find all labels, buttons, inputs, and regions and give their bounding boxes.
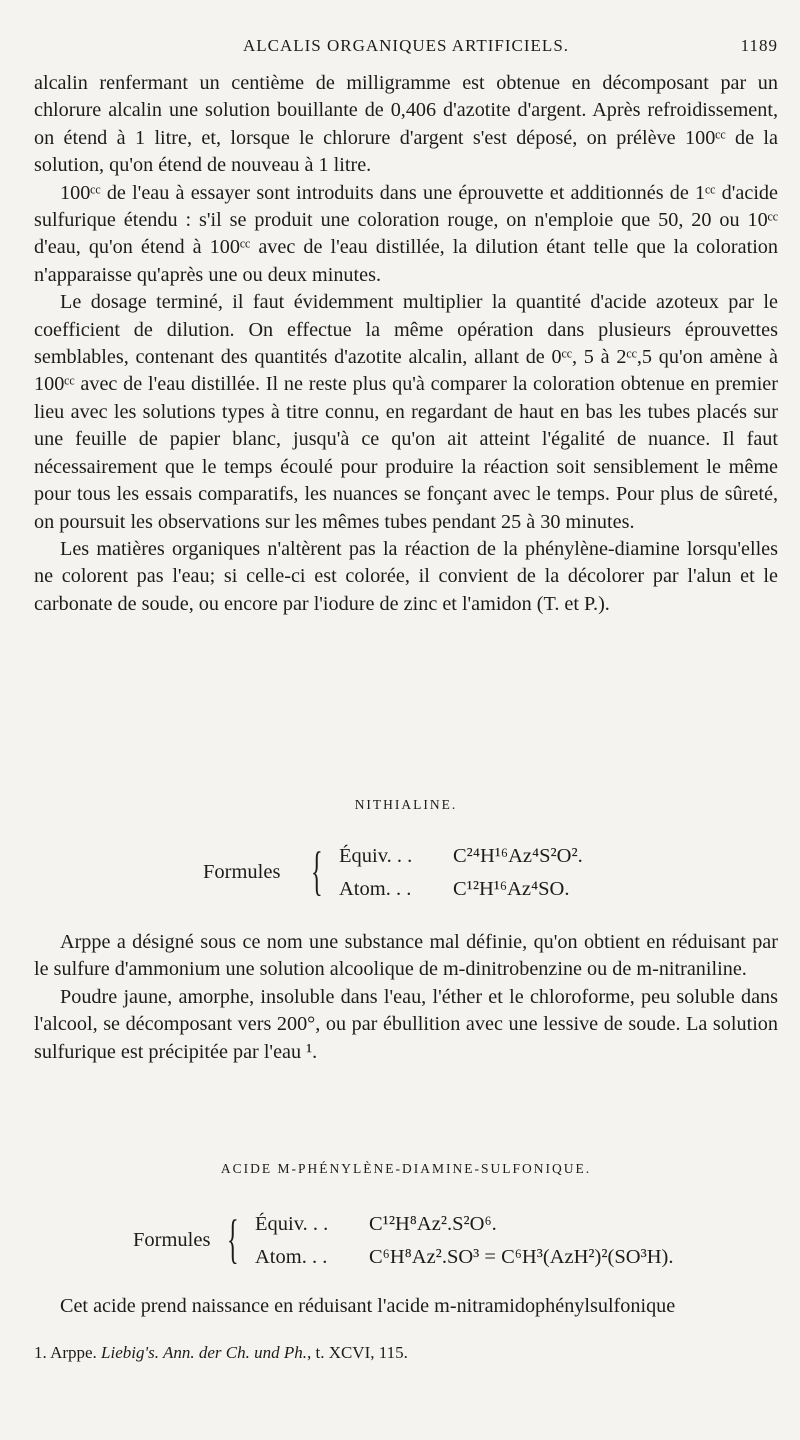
nithialine-text-block [34, 929, 778, 1066]
formula-value-equiv: C¹²H⁸Az².S²O⁶. [369, 1213, 497, 1235]
section-title-nithialine: NITHIALINE. [354, 797, 458, 812]
running-title: ALCALIS ORGANIQUES ARTIFICIELS. [242, 36, 570, 55]
top-text-block [34, 70, 778, 618]
formula-block-acide [133, 1206, 693, 1276]
footnote-ref: , t. XCVI, 115. [306, 1343, 408, 1362]
paragraph: 100ᶜᶜ de l'eau à essayer sont introduits dans une éprouvette et additionnés de 1ᶜᶜ d'acide sulfurique étendu : s'il se produit une coloration rouge, on n'emploie que 50, 20 ou 10ᶜᶜ d'eau, qu'on étend à 100ᶜᶜ avec de l'eau distillée, la dilution étant telle que la coloration n'apparaisse qu'après une ou deux minutes. [34, 181, 778, 286]
footnote-marker: 1. [34, 1343, 47, 1362]
paragraph: Arppe a désigné sous ce nom une substance mal définie, qu'on obtient en réduisant par le sulfure d'ammonium une solution alcoolique de m-dinitrobenzine ou de m-nitraniline. [34, 931, 778, 981]
footnote-author: Arppe. [50, 1343, 97, 1362]
footnote [34, 1342, 778, 1364]
formula-value-atom: C⁶H⁸Az².SO³ = C⁶H³(AzH²)²(SO³H). [369, 1246, 674, 1268]
footnote-source: Liebig's. Ann. der Ch. und Ph. [101, 1343, 307, 1362]
formula-row-atom: Atom. . . [339, 878, 412, 900]
acide-text-block [34, 1293, 778, 1320]
formula-row-atom: Atom. . . [255, 1246, 328, 1268]
section-title-acide: ACIDE M-PHÉNYLÈNE-DIAMINE-SULFONIQUE. [220, 1161, 592, 1176]
formula-row-equiv: Équiv. . . [255, 1213, 329, 1235]
paragraph: Le dosage terminé, il faut évidemment multiplier la quantité d'acide azoteux par le coefficient de dilution. On effectue la même opération dans plusieurs éprouvettes semblables, contenant des quantités d'azotite alcalin, allant de 0ᶜᶜ, 5 à 2ᶜᶜ,5 qu'on amène à 100ᶜᶜ avec de l'eau distillée. Il ne reste plus qu'à comparer la coloration obtenue en premier lieu avec les solutions types à titre connu, en regardant de haut en bas les tubes placés sur une feuille de papier blanc, jusqu'à ce qu'on ait atteint l'égalité de nuance. Il faut nécessairement que le temps écoulé pour produire la réaction soit sensiblement le même pour tous les essais comparatifs, les nuances se fonçant avec le temps. Pour plus de sûreté, on poursuit les observations sur les mêmes tubes pendant 25 à 30 minutes. [34, 291, 778, 533]
paragraph: alcalin renfermant un centième de milligramme est obtenue en décomposant par un chlorure alcalin une solution bouillante de 0,406 d'azotite d'argent. Après refroidissement, on étend à 1 litre, et, lorsque le chlorure d'argent s'est déposé, on prélève 100ᶜᶜ de la solution, qu'on étend de nouveau à 1 litre. [34, 72, 778, 177]
formula-value-atom: C¹²H¹⁶Az⁴SO. [453, 878, 570, 900]
formula-value-equiv: C²⁴H¹⁶Az⁴S²O². [453, 845, 583, 867]
formula-label: Formules [133, 1229, 211, 1251]
paragraph: Poudre jaune, amorphe, insoluble dans l'eau, l'éther et le chloroforme, peu soluble dans l'alcool, se décomposant vers 200°, ou par ébullition avec une lessive de soude. La solution sulfurique est précipitée par l'eau ¹. [34, 985, 778, 1063]
brace-symbol: { [311, 841, 323, 901]
formula-block-nithialine [203, 838, 623, 908]
paragraph: Les matières organiques n'altèrent pas la réaction de la phénylène-diamine lorsqu'elles ne colorent pas l'eau; si celle-ci est colorée, il convient de la décolorer par l'alun et le carbonate de soude, ou encore par l'iodure de zinc et l'amidon (T. et P.). [34, 537, 778, 615]
formula-label: Formules [203, 861, 281, 883]
running-head [34, 36, 778, 60]
page-number: 1189 [740, 36, 778, 55]
formula-row-equiv: Équiv. . . [339, 845, 413, 867]
brace-symbol: { [227, 1209, 239, 1269]
paragraph: Cet acide prend naissance en réduisant l'acide m-nitramidophénylsulfonique [60, 1295, 676, 1317]
